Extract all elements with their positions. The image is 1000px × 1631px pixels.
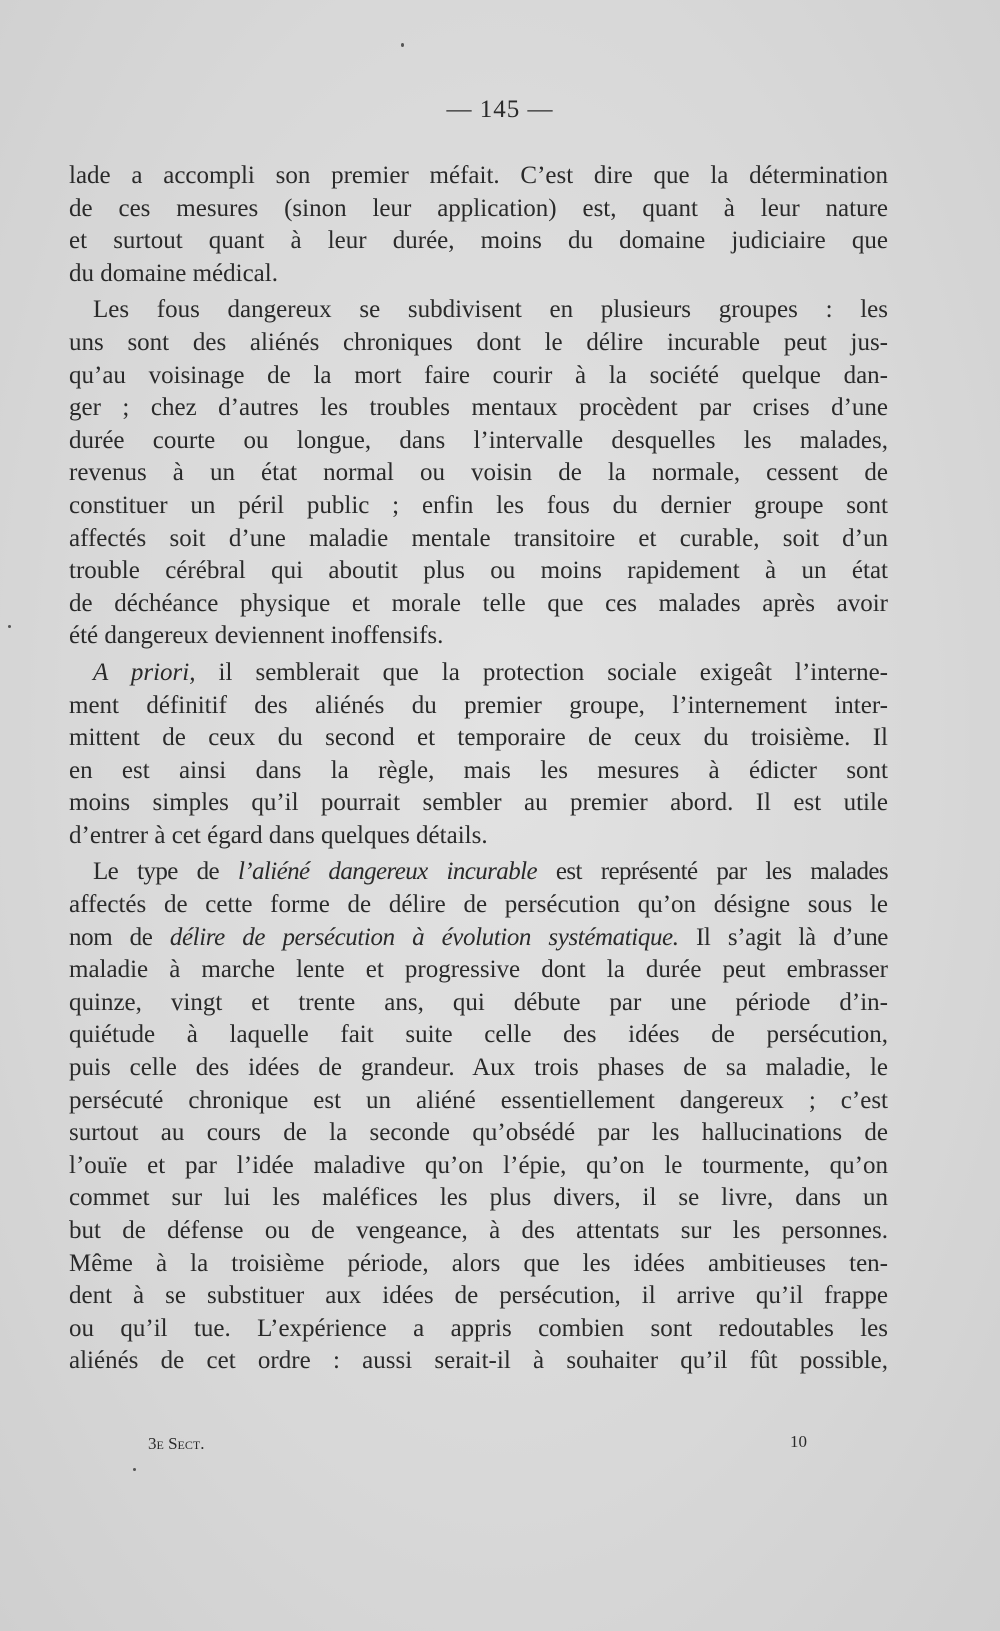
paper-speck — [401, 43, 404, 47]
text-line — [69, 856, 888, 889]
text-line: qu’au voisinage de la mort faire courir à la société quelque dan- — [69, 361, 888, 389]
paragraph-2 — [69, 294, 888, 653]
text-line: l’ouïe et par l’idée maladive qu’on l’épie, qu’on le tourmente, qu’on — [69, 1151, 888, 1179]
text-line: constituer un péril public ; enfin les fous du dernier groupe sont — [69, 491, 888, 519]
paragraph-1 — [69, 160, 888, 290]
paper-speck — [8, 625, 11, 628]
text-line: de ces mesures (sinon leur application) est, quant à leur nature — [69, 194, 888, 222]
text-line — [69, 922, 888, 955]
text-line: uns sont des aliénés chroniques dont le délire incurable peut jus- — [69, 328, 888, 356]
signature-mark-number: 10 — [790, 1432, 807, 1451]
text-line: quinze, vingt et trente ans, qui débute par une période d’in- — [69, 988, 888, 1016]
text-line: Les fous dangereux se subdivisent en plusieurs groupes : les — [93, 296, 888, 324]
text-run: est représenté par les malades — [536, 858, 888, 886]
text-line: de déchéance physique et morale telle que ces malades après avoir — [69, 589, 888, 617]
text-line: ger ; chez d’autres les troubles mentaux procèdent par crises d’une — [69, 394, 888, 422]
page-number: — 145 — — [446, 96, 554, 123]
text-line: en est ainsi dans la règle, mais les mesures à édicter sont — [69, 756, 888, 784]
paragraph-3 — [69, 657, 888, 853]
text-line: ou qu’il tue. L’expérience a appris combien sont redoutables les — [69, 1314, 888, 1342]
italic-phrase: délire de persécution à évolution systématique. — [169, 923, 679, 951]
text-line: quiétude à laquelle fait suite celle des idées de persécution, — [69, 1021, 888, 1049]
paragraph-4 — [69, 856, 888, 1378]
text-line: persécuté chronique est un aliéné essentiellement dangereux ; c’est — [69, 1086, 888, 1114]
text-line: aliénés de cet ordre : aussi serait-il à souhaiter qu’il fût possible, — [69, 1347, 888, 1375]
text-line: du domaine médical. — [69, 259, 278, 287]
text-line: dent à se substituer aux idées de persécution, il arrive qu’il frappe — [69, 1282, 888, 1310]
text-line: trouble cérébral qui aboutit plus ou moins rapidement à un état — [69, 557, 888, 585]
text-line: été dangereux deviennent inoffensifs. — [69, 622, 444, 650]
text-line: puis celle des idées de grandeur. Aux trois phases de sa maladie, le — [69, 1054, 888, 1082]
text-line: surtout au cours de la seconde qu’obsédé par les hallucinations de — [69, 1119, 888, 1147]
text-line: ment définitif des aliénés du premier groupe, l’internement inter- — [69, 691, 888, 719]
paper-speck — [133, 1468, 136, 1471]
text-line: Même à la troisième période, alors que les idées ambitieuses ten- — [69, 1249, 888, 1277]
text-line: et surtout quant à leur durée, moins du domaine judiciaire que — [69, 227, 888, 255]
text-line: maladie à marche lente et progressive dont la durée peut embrasser — [69, 956, 888, 984]
text-line: lade a accompli son premier méfait. C’est dire que la détermination — [69, 162, 888, 189]
text-line: mittent de ceux du second et temporaire de ceux du troisième. Il — [69, 724, 888, 752]
body-text — [69, 160, 888, 1378]
italic-phrase: A priori, — [93, 658, 196, 686]
text-line: d’entrer à cet égard dans quelques détails. — [69, 821, 488, 849]
text-run: il semblerait que la protection sociale exigeât l’interne- — [195, 658, 888, 686]
text-line: commet sur lui les maléfices les plus divers, il se livre, dans un — [69, 1184, 888, 1212]
text-line: moins simples qu’il pourrait sembler au premier abord. Il est utile — [69, 789, 888, 817]
italic-phrase: l’aliéné dangereux incurable — [237, 858, 537, 886]
text-line: but de défense ou de vengeance, à des attentats sur les personnes. — [69, 1217, 888, 1244]
text-line — [69, 657, 888, 690]
signature-mark-section: 3e Sect. — [148, 1434, 205, 1453]
text-run: Le type de — [93, 858, 238, 886]
text-run: Il s’agit là d’une — [678, 923, 888, 951]
text-line: durée courte ou longue, dans l’intervalle desquelles les malades, — [69, 426, 888, 454]
text-line: affectés soit d’une maladie mentale transitoire et curable, soit d’un — [69, 524, 888, 552]
text-line: affectés de cette forme de délire de persécution qu’on désigne sous le — [69, 891, 888, 919]
text-run: nom de — [69, 923, 170, 951]
text-line: revenus à un état normal ou voisin de la normale, cessent de — [69, 459, 888, 487]
